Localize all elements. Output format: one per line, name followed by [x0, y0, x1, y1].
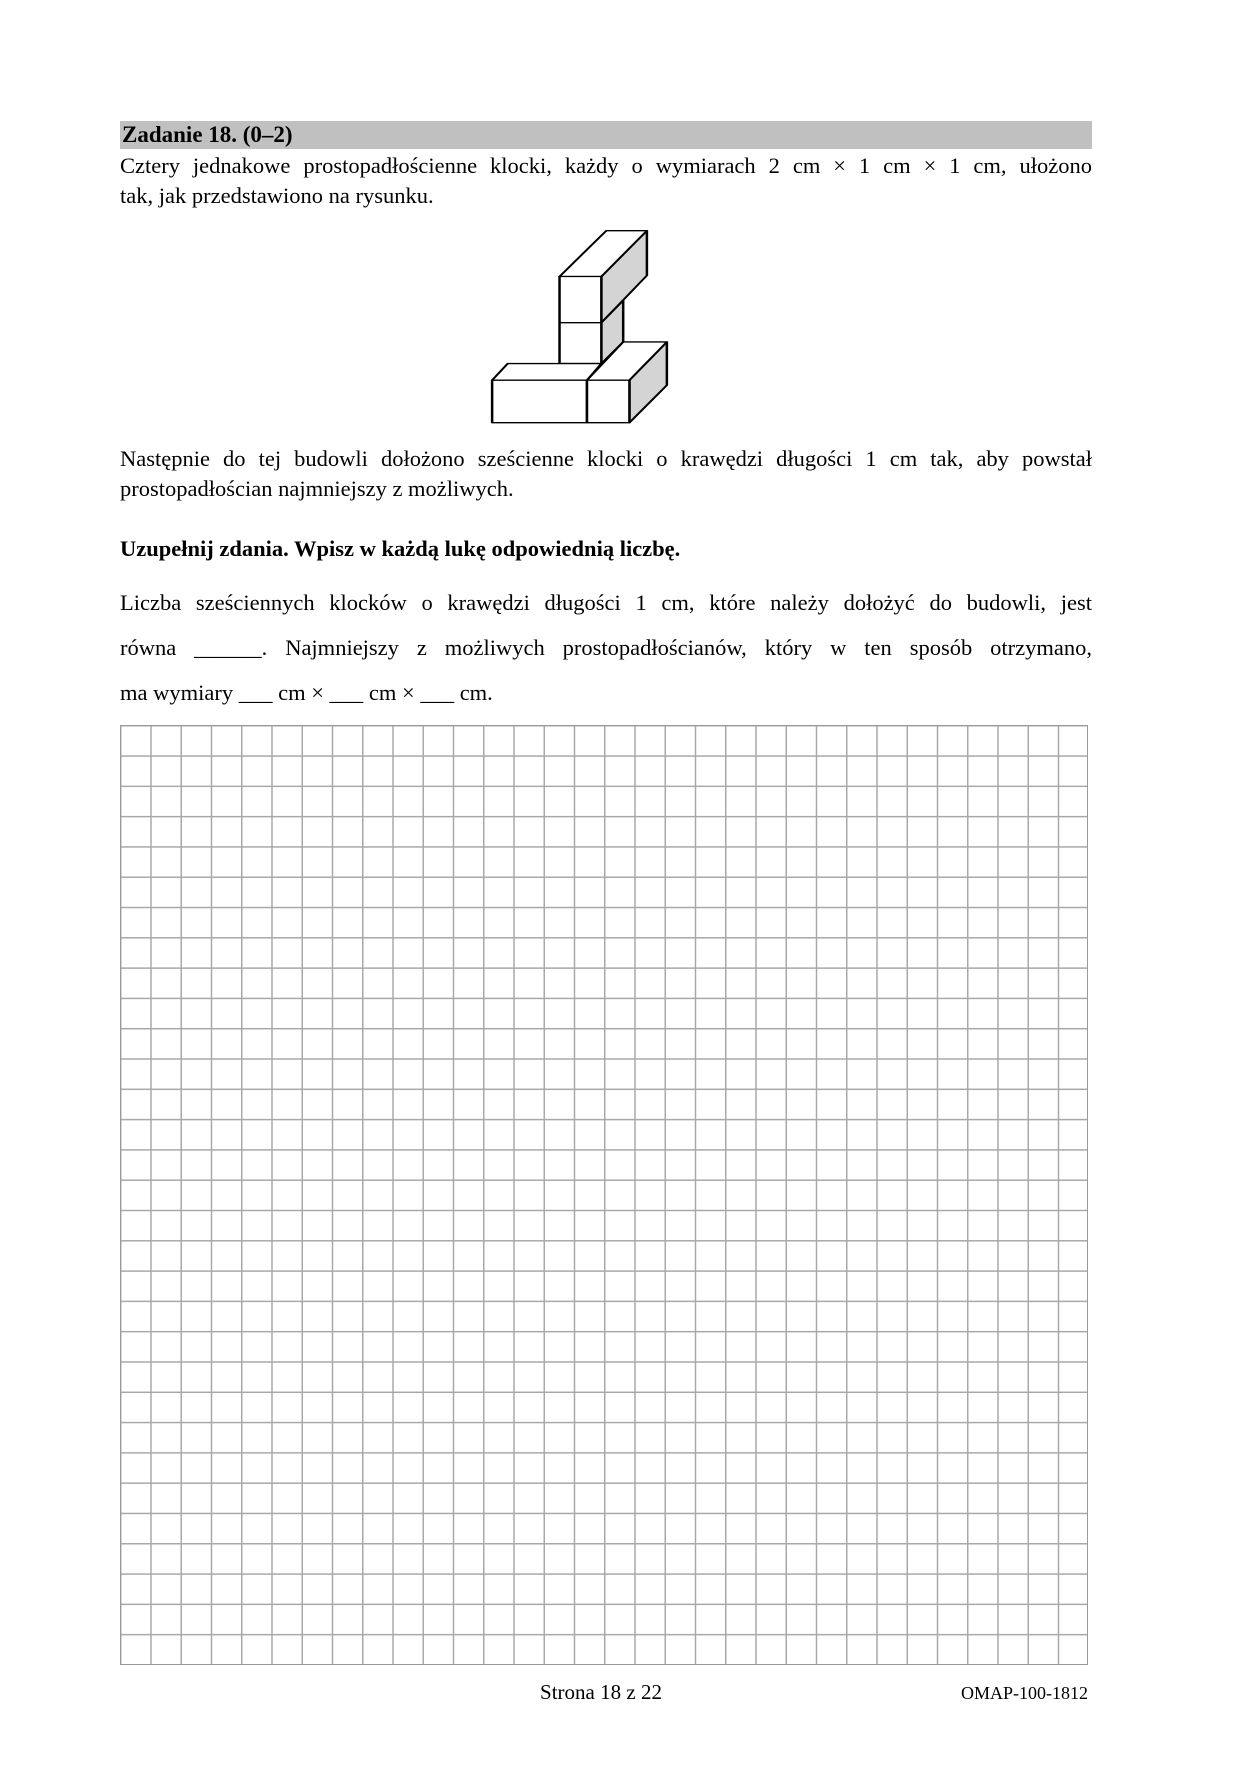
bottom-left-top: [492, 364, 601, 381]
bottom-right-front: [587, 380, 629, 423]
fill-line-2[interactable]: równa ______. Najmniejszy z możliwych prostopadłościanów, który w ten sposób otrzymano,: [120, 635, 1092, 660]
top-block-front: [560, 277, 602, 323]
exam-code: OMAP-100-1812: [960, 1683, 1088, 1703]
middle-block-front: [560, 323, 602, 364]
fill-line-1: Liczba sześciennych klocków o krawędzi długości 1 cm, które należy dołożyć do budowli, jest: [120, 590, 1092, 615]
intro-line-2: tak, jak przedstawiono na rysunku.: [120, 183, 434, 208]
fill-line-3[interactable]: ma wymiary ___ cm × ___ cm × ___ cm.: [120, 680, 493, 705]
paragraph2-line-1: Następnie do tej budowli dołożono sześcienne klocki o krawędzi długości 1 cm tak, aby powstał: [120, 446, 1092, 471]
intro-line-1: Cztery jednakowe prostopadłościenne klocki, każdy o wymiarach 2 cm × 1 cm × 1 cm, ułożono: [120, 153, 1092, 178]
page-number: Strona 18 z 22: [540, 1680, 662, 1704]
answer-grid[interactable]: [120, 725, 1088, 1665]
bottom-left-front: [492, 380, 587, 423]
blocks-figure: [489, 229, 670, 425]
task-header: Zadanie 18. (0–2): [120, 121, 1092, 149]
instruction: Uzupełnij zdania. Wpisz w każdą lukę odpowiednią liczbę.: [120, 536, 681, 561]
paragraph2-line-2: prostopadłościan najmniejszy z możliwych.: [120, 476, 514, 501]
